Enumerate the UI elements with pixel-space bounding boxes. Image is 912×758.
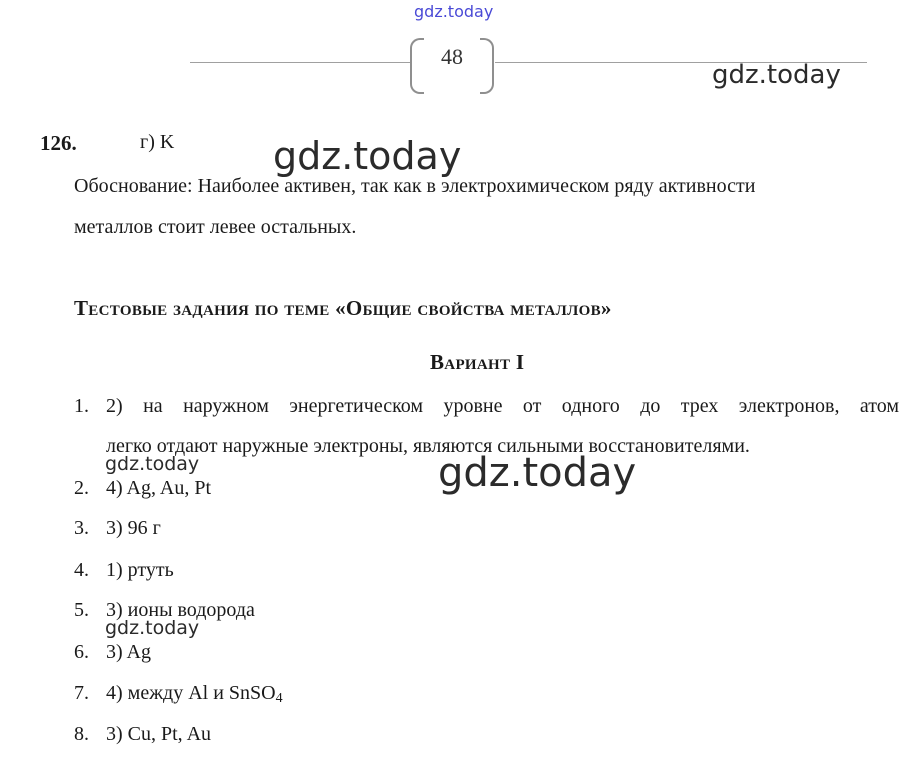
page-number-bracket-left [410,38,424,94]
item-number: 2. [74,477,89,499]
watermark-header: gdz.today [712,60,841,90]
header-rule-left [190,62,410,63]
task-number: 126. [40,131,77,155]
section-title: Тестовые задания по теме «Общие свойства металлов» [74,296,612,320]
item-answer-line-1: 2) на наружном энергетическом уровне от одного до трех электронов, атом [106,395,899,417]
watermark-small-1: gdz.today [105,453,200,475]
item-answer: 3) Ag [106,641,151,663]
watermark-large-2: gdz.today [438,450,637,496]
watermark-large-1: gdz.today [273,134,462,178]
item-number: 1. [74,395,89,417]
item-number: 5. [74,599,89,621]
page-number-bracket-right [480,38,494,94]
item-answer-line-2: легко отдают наружные электроны, являются сильными восстановителями. [106,435,750,457]
item-answer-text: 4) между Al и SnSO [106,682,276,704]
page-number: 48 [441,44,463,69]
justification-line-1: Обоснование: Наиболее активен, так как в электрохимическом ряду активности [74,175,756,197]
justification-line-2: металлов стоит левее остальных. [74,216,357,238]
item-answer: 3) ионы водорода [106,599,255,621]
variant-title: Вариант I [430,350,525,374]
watermark-small-2: gdz.today [105,617,200,639]
item-answer: 3) Cu, Pt, Au [106,723,212,745]
subscript: 4 [275,691,283,706]
item-number: 4. [74,559,89,581]
item-answer: 4) Ag, Au, Pt [106,477,212,499]
watermark-top: gdz.today [414,2,494,21]
item-answer [106,682,283,707]
item-answer: 1) ртуть [106,559,174,581]
item-number: 7. [74,682,89,704]
item-number: 6. [74,641,89,663]
item-number: 8. [74,723,89,745]
item-answer: 3) 96 г [106,517,161,539]
task-answer: г) K [140,131,175,153]
item-number: 3. [74,517,89,539]
